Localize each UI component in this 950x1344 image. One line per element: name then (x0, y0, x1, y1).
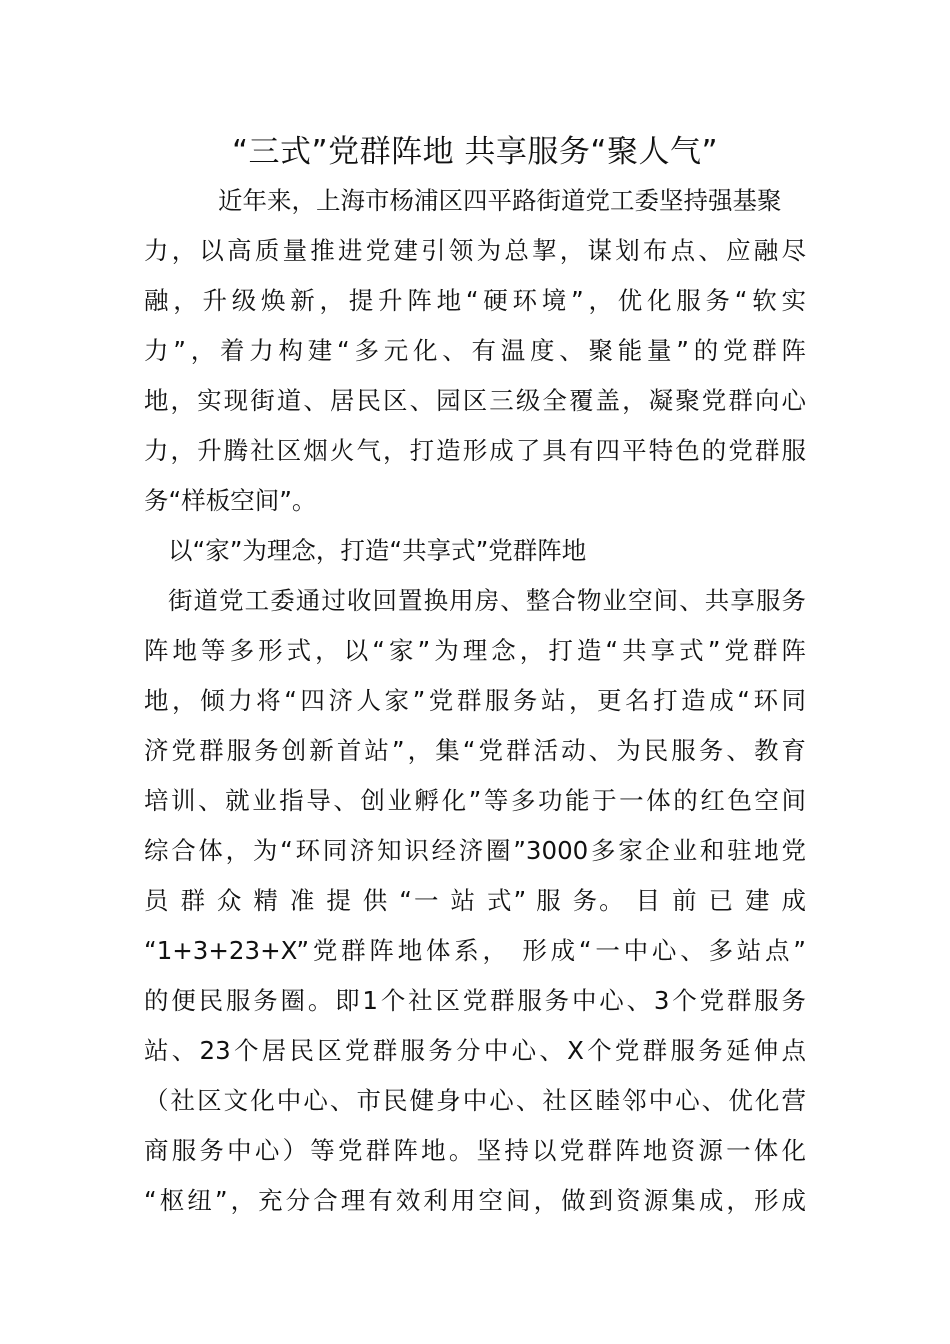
paragraph-line: 近年来，上海市杨浦区四平路街道党工委坚持强基聚 (218, 186, 782, 215)
paragraph-line: 站、23个居民区党群服务分中心、X个党群服务延伸点 (144, 1036, 806, 1065)
document-title: “三式”党群阵地 共享服务“聚人气” (231, 134, 719, 170)
paragraph-line: 商服务中心）等党群阵地。坚持以党群阵地资源一体化 (144, 1136, 806, 1165)
paragraph-line: 员 群 众 精 准 提 供 “一 站 式” 服 务。 目 前 已 建 成 (144, 886, 806, 915)
paragraph-line: 力，升腾社区烟火气，打造形成了具有四平特色的党群服 (144, 436, 806, 465)
section-heading: 以“家”为理念，打造“共享式”党群阵地 (168, 536, 587, 565)
paragraph-line: “1+3+23+X”党群阵地体系， 形成“一中心、多站点” (144, 936, 806, 965)
paragraph-line: “枢纽”，充分合理有效利用空间，做到资源集成，形成 (144, 1186, 806, 1215)
paragraph-line: 街道党工委通过收回置换用房、整合物业空间、共享服务 (168, 586, 806, 615)
paragraph-line: 济党群服务创新首站”，集“党群活动、为民服务、教育 (144, 736, 806, 765)
paragraph-line: 综合体，为“环同济知识经济圈”3000多家企业和驻地党 (144, 836, 806, 865)
paragraph-line: 力”，着力构建“多元化、有温度、聚能量”的党群阵 (144, 336, 806, 365)
paragraph-line: 阵地等多形式，以“家”为理念，打造“共享式”党群阵 (144, 636, 806, 665)
paragraph-line: （社区文化中心、市民健身中心、社区睦邻中心、优化营 (144, 1086, 806, 1115)
paragraph-line: 融，升级焕新，提升阵地“硬环境”，优化服务“软实 (144, 286, 806, 315)
paragraph-line: 的便民服务圈。即1个社区党群服务中心、3个党群服务 (144, 986, 806, 1015)
paragraph-line: 务“样板空间”。 (144, 486, 317, 515)
paragraph-line: 培训、就业指导、创业孵化”等多功能于一体的红色空间 (144, 786, 806, 815)
paragraph-line: 地，实现街道、居民区、园区三级全覆盖，凝聚党群向心 (144, 386, 806, 415)
paragraph-line: 力，以高质量推进党建引领为总挈，谋划布点、应融尽 (144, 236, 806, 265)
paragraph-line: 地，倾力将“四济人家”党群服务站，更名打造成“环同 (144, 686, 806, 715)
